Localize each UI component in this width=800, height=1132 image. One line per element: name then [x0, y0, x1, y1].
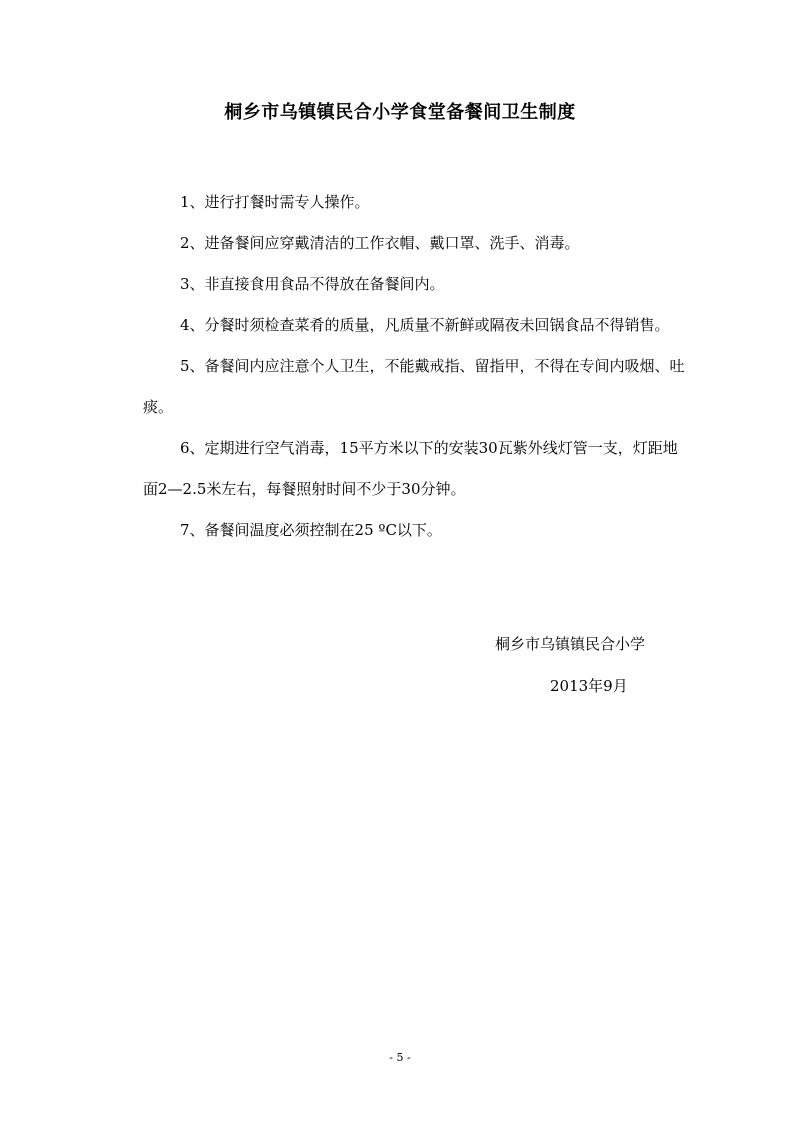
document-title: 桐乡市乌镇镇民合小学食堂备餐间卫生制度 — [224, 102, 576, 123]
signature-organization: 桐乡市乌镇镇民合小学 — [495, 635, 646, 653]
rule-item-1: 1、进行打餐时需专人操作。 — [180, 193, 370, 211]
signature-date: 2013年9月 — [550, 677, 628, 695]
rule-item-3: 3、非直接食用食品不得放在备餐间内。 — [180, 275, 445, 293]
rule-item-6: 6、定期进行空气消毒，15平方米以下的安装30瓦紫外线灯管一支，灯距地面2—2.5米左右，每餐照射时间不少于30分钟。 — [143, 439, 678, 498]
rule-item-5: 5、备餐间内应注意个人卫生，不能戴戒指、留指甲，不得在专间内吸烟、吐痰。 — [143, 357, 685, 416]
page-number: - 5 - — [389, 1051, 411, 1064]
rules-list — [143, 182, 688, 551]
rule-item-7: 7、备餐间温度必须控制在25 ºC以下。 — [180, 521, 442, 539]
rule-item-2: 2、进备餐间应穿戴清洁的工作衣帽、戴口罩、洗手、消毒。 — [180, 234, 580, 252]
rule-item-4: 4、分餐时须检查菜肴的质量，凡质量不新鲜或隔夜未回锅食品不得销售。 — [180, 316, 670, 334]
